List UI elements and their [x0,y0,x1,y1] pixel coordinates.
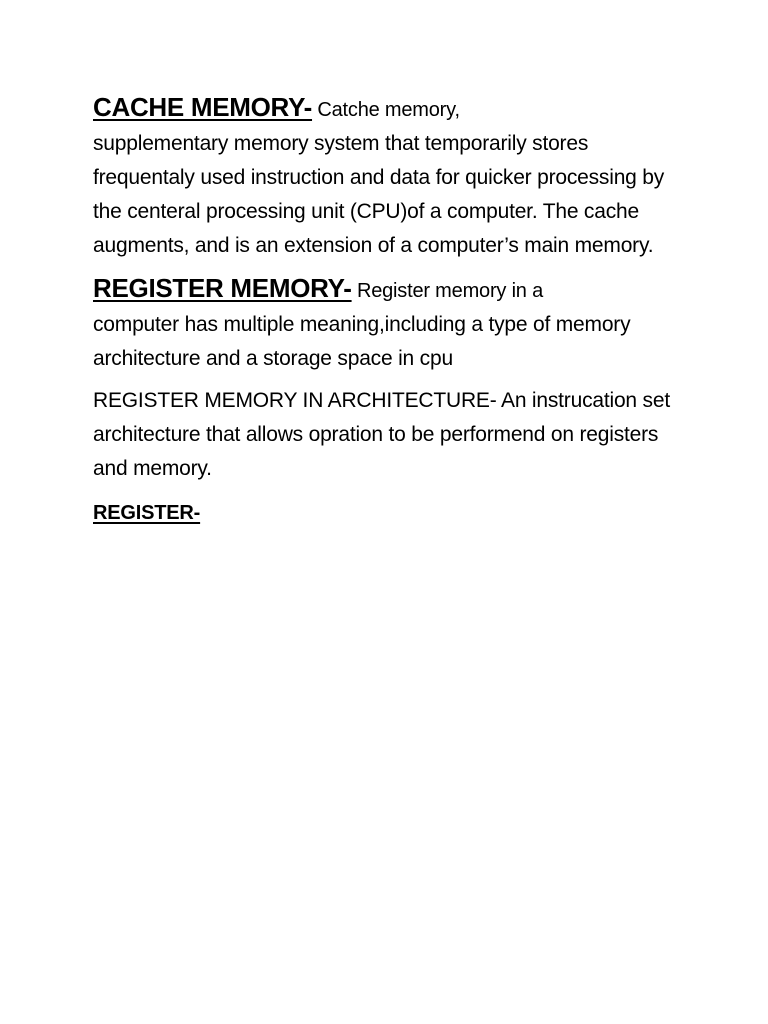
cache-memory-lead: Catche memory, [312,99,460,121]
register-architecture-text: REGISTER MEMORY IN ARCHITECTURE- An instrucation set architecture that allows opration to be performend on registers and memory. [93,389,670,480]
register-architecture-paragraph [93,384,683,486]
document-body [93,90,683,530]
register-memory-lead: Register memory in a [351,280,544,302]
cache-memory-paragraph [93,90,683,263]
register-memory-heading: REGISTER MEMORY- [93,273,352,303]
register-memory-body: computer has multiple meaning,including a type of memory architecture and a storage space in cpu [93,313,631,370]
register-paragraph [93,496,683,530]
cache-memory-heading: CACHE MEMORY- [93,92,313,122]
register-heading: REGISTER- [93,502,201,524]
cache-memory-body: supplementary memory system that temporarily stores frequentaly used instruction and data for quicker processing by the centeral processing unit (CPU)of a computer. The cache augments, and is an extension of a computer’s main memory. [93,132,665,257]
register-memory-paragraph [93,271,683,376]
